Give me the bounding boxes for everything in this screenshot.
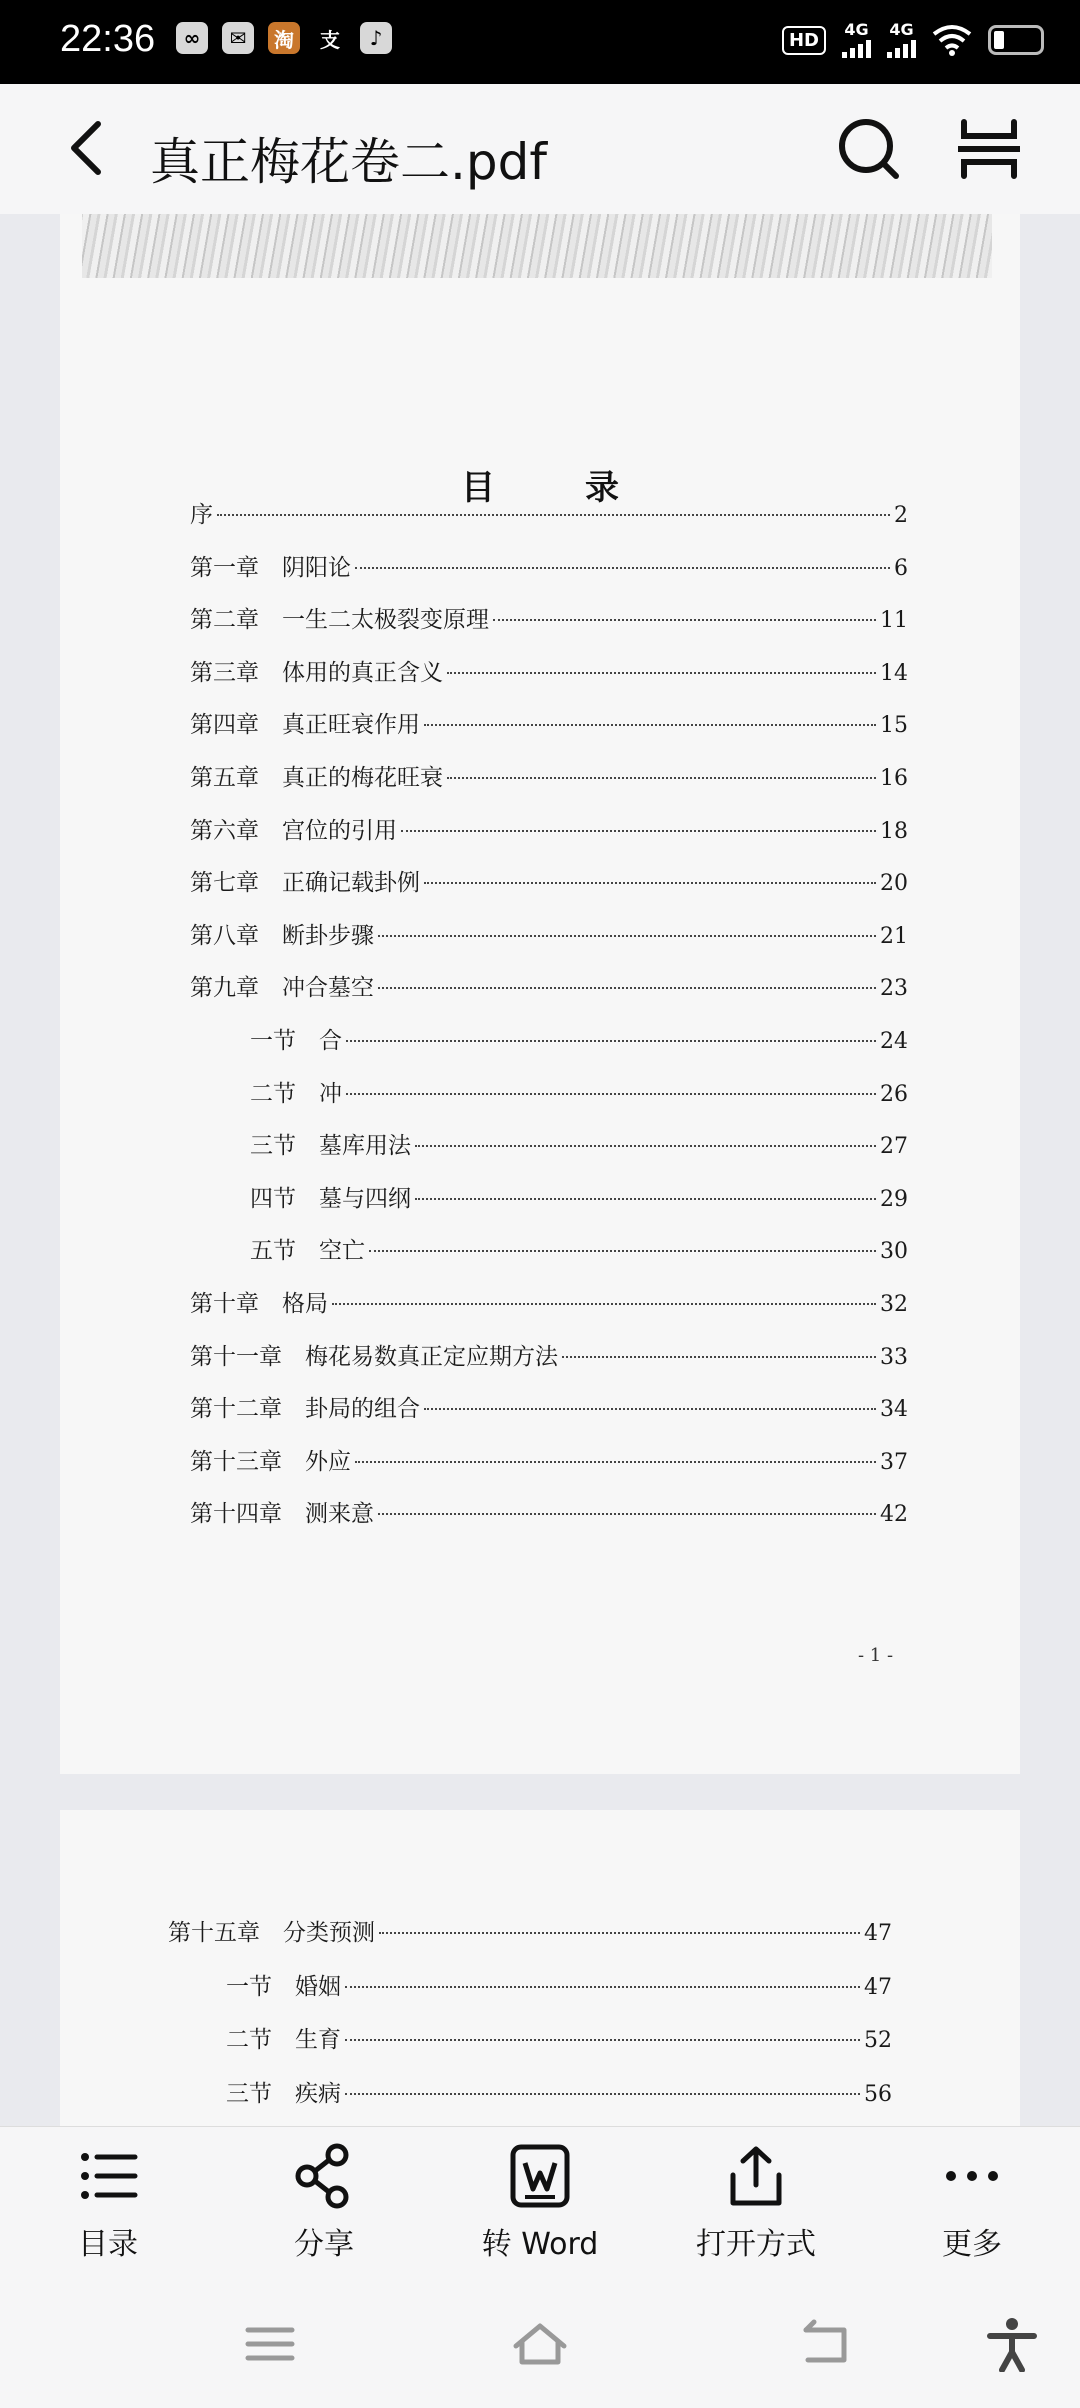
battery-icon — [988, 25, 1044, 55]
more-icon — [937, 2141, 1007, 2211]
toc-entry-label: 三节 疾病 — [226, 2080, 341, 2107]
unfold-icon[interactable] — [958, 118, 1020, 180]
toc-entry-label: 第四章 真正旺衰作用 — [190, 712, 420, 739]
open-with-label: 打开方式 — [696, 2227, 816, 2262]
toc-entry — [190, 1338, 908, 1372]
more-button-label: 更多 — [942, 2227, 1002, 2262]
toc-entry — [190, 969, 908, 1003]
tiktok-icon: ♪ — [360, 22, 392, 54]
toc-entry — [190, 917, 908, 951]
toc-entry-label: 第六章 宫位的引用 — [190, 817, 397, 844]
toc-entry — [250, 1127, 908, 1161]
toc-entry-label: 二节 冲 — [250, 1080, 342, 1107]
toc-leader-dots — [379, 1932, 860, 1934]
toc-entry-label: 三节 墓库用法 — [250, 1133, 411, 1160]
back-icon[interactable] — [62, 118, 122, 178]
toc-button[interactable] — [8, 2141, 208, 2263]
share-button-label: 分享 — [294, 2227, 354, 2262]
toc-entry-label: 序 — [190, 502, 213, 528]
toc-entry — [190, 1495, 908, 1529]
toc-entry-page: 2 — [894, 503, 908, 528]
toc-entry-label: 第十二章 卦局的组合 — [190, 1396, 420, 1423]
toc-entry — [190, 549, 908, 583]
toc-entry-label: 第十三章 外应 — [190, 1448, 351, 1475]
toc-leader-dots — [346, 1040, 876, 1042]
toc-entry-page: 32 — [880, 1292, 908, 1317]
document-title: 真正梅花卷二.pdf — [150, 133, 547, 191]
toc-entry-label: 一节 合 — [250, 1028, 342, 1054]
status-time: 22:36 — [60, 18, 156, 60]
toc-entry-page: 16 — [880, 766, 908, 791]
page-number: - 1 - — [858, 1645, 894, 1666]
word-icon — [505, 2141, 575, 2211]
accessibility-icon[interactable] — [982, 2316, 1042, 2372]
toc-entry — [190, 706, 908, 740]
toc-entry-label: 第十一章 梅花易数真正定应期方法 — [190, 1343, 558, 1370]
toc-leader-dots — [378, 935, 876, 937]
toc-leader-dots — [332, 1303, 876, 1305]
toc-entry — [190, 496, 908, 530]
list-icon — [73, 2141, 143, 2211]
toc-entry-page: 52 — [864, 2028, 892, 2053]
toc-entry-page: 34 — [880, 1397, 908, 1423]
home-icon[interactable] — [510, 2316, 570, 2372]
toc-entry — [250, 1232, 908, 1266]
hd-badge: HD — [782, 26, 826, 55]
toc-entry-page: 27 — [880, 1134, 908, 1160]
toc-entry-page: 29 — [880, 1186, 908, 1212]
share-button[interactable] — [224, 2141, 424, 2263]
pdf-viewer[interactable] — [0, 214, 1080, 2126]
toc-entry-label: 第一章 阴阳论 — [190, 554, 351, 581]
toc-entry-label: 四节 墓与四纲 — [250, 1185, 411, 1212]
toc-leader-dots — [378, 1513, 876, 1515]
more-button[interactable] — [872, 2141, 1072, 2263]
status-app-icons — [176, 22, 392, 54]
toc-entry — [250, 1022, 908, 1056]
toc-entry — [250, 1180, 908, 1214]
toc-leader-dots — [415, 1198, 876, 1200]
toc-entry-label: 第十四章 测来意 — [190, 1501, 374, 1528]
toc-leader-dots — [424, 724, 876, 726]
toc-entry — [190, 864, 908, 898]
convert-to-word-button[interactable] — [440, 2141, 640, 2263]
toc-entry-label: 第十五章 分类预测 — [168, 1920, 375, 1946]
toc-entry-page: 23 — [880, 976, 908, 1002]
toc-entry-label: 第八章 断卦步骤 — [190, 922, 374, 949]
toc-leader-dots — [345, 2093, 860, 2095]
toc-entry-label: 第五章 真正的梅花旺衰 — [190, 765, 443, 791]
open-with-button[interactable] — [656, 2141, 856, 2263]
toc-entry — [190, 601, 908, 635]
toc-entry-page: 24 — [880, 1029, 908, 1054]
toc-entry — [168, 1914, 892, 1948]
app-bar — [0, 84, 1080, 214]
toc-leader-dots — [424, 882, 876, 884]
toc-leader-dots — [493, 619, 876, 621]
toc-entry-page: 11 — [880, 608, 908, 634]
toc-heading: 目录 — [461, 468, 709, 508]
toc-entry — [190, 1390, 908, 1424]
app-notification-icon: ∞ — [176, 22, 208, 54]
toc-entry-page: 37 — [880, 1449, 908, 1475]
wechat-icon: ✉ — [222, 22, 254, 54]
toc-entry — [190, 1285, 908, 1319]
upload-icon — [721, 2141, 791, 2211]
toc-leader-dots — [447, 672, 876, 674]
toc-entry-label: 五节 空亡 — [250, 1238, 365, 1265]
toc-leader-dots — [217, 514, 890, 516]
toc-entry — [190, 1443, 908, 1477]
toc-leader-dots — [378, 987, 876, 989]
toc-entry-page: 21 — [880, 923, 908, 949]
status-bar — [0, 0, 1080, 84]
toc-entry-label: 二节 生育 — [226, 2027, 341, 2053]
toc-leader-dots — [345, 2039, 860, 2041]
toc-leader-dots — [401, 830, 876, 832]
toc-leader-dots — [355, 567, 890, 569]
toc-entry-label: 第九章 冲合墓空 — [190, 975, 374, 1002]
toc-leader-dots — [447, 777, 876, 779]
toc-leader-dots — [345, 1986, 860, 1988]
toc-entry — [226, 2075, 892, 2109]
toc-entry-page: 18 — [880, 818, 908, 844]
toc-entry — [250, 1075, 908, 1109]
toc-leader-dots — [346, 1093, 876, 1095]
toc-entry-page: 26 — [880, 1081, 908, 1107]
search-icon[interactable] — [836, 116, 902, 182]
toc-entry-label: 第二章 一生二太极裂变原理 — [190, 607, 489, 634]
toc-entry-page: 42 — [880, 1502, 908, 1528]
toc-entry-page: 6 — [894, 555, 908, 581]
scanned-image-fragment — [82, 214, 992, 278]
taobao-icon: 淘 — [268, 22, 300, 54]
toc-leader-dots — [355, 1461, 876, 1463]
toc-entry — [190, 759, 908, 793]
toc-entry-page: 56 — [864, 2081, 892, 2107]
toc-entry — [190, 654, 908, 688]
toc-entry-page: 47 — [864, 1974, 892, 2000]
wifi-icon — [932, 24, 972, 56]
toc-leader-dots — [369, 1250, 876, 1252]
menu-icon[interactable] — [240, 2316, 300, 2372]
pdf-page-next — [60, 1810, 1020, 2126]
pdf-page-toc — [60, 400, 1020, 1774]
toc-entry-page: 30 — [880, 1239, 908, 1265]
toc-entry — [190, 812, 908, 846]
toc-entry-page: 20 — [880, 871, 908, 897]
bottom-toolbar — [0, 2126, 1080, 2280]
status-indicators — [782, 22, 1044, 58]
toc-entry-page: 47 — [864, 1921, 892, 1946]
toc-leader-dots — [415, 1145, 876, 1147]
toc-entry-page: 14 — [880, 660, 908, 686]
toc-entry-label: 第十章 格局 — [190, 1291, 328, 1317]
toc-entry-page: 15 — [880, 713, 908, 739]
toc-leader-dots — [562, 1356, 876, 1358]
convert-to-word-label: 转 Word — [481, 2227, 599, 2262]
toc-leader-dots — [424, 1408, 876, 1410]
toc-entry-label: 第三章 体用的真正含义 — [190, 659, 443, 686]
toc-button-label: 目录 — [78, 2227, 138, 2262]
alipay-icon: 支 — [320, 27, 340, 52]
signal-icon: 4G — [842, 22, 871, 58]
toc-entry-page: 33 — [880, 1344, 908, 1370]
system-nav-bar — [0, 2280, 1080, 2408]
toc-entry — [226, 2021, 892, 2055]
share-icon — [289, 2141, 359, 2211]
toc-entry — [226, 1968, 892, 2002]
signal-icon: 4G — [887, 22, 916, 58]
toc-entry-label: 第七章 正确记载卦例 — [190, 870, 420, 897]
toc-entry-label: 一节 婚姻 — [226, 1973, 341, 2000]
back-nav-icon[interactable] — [796, 2316, 856, 2372]
